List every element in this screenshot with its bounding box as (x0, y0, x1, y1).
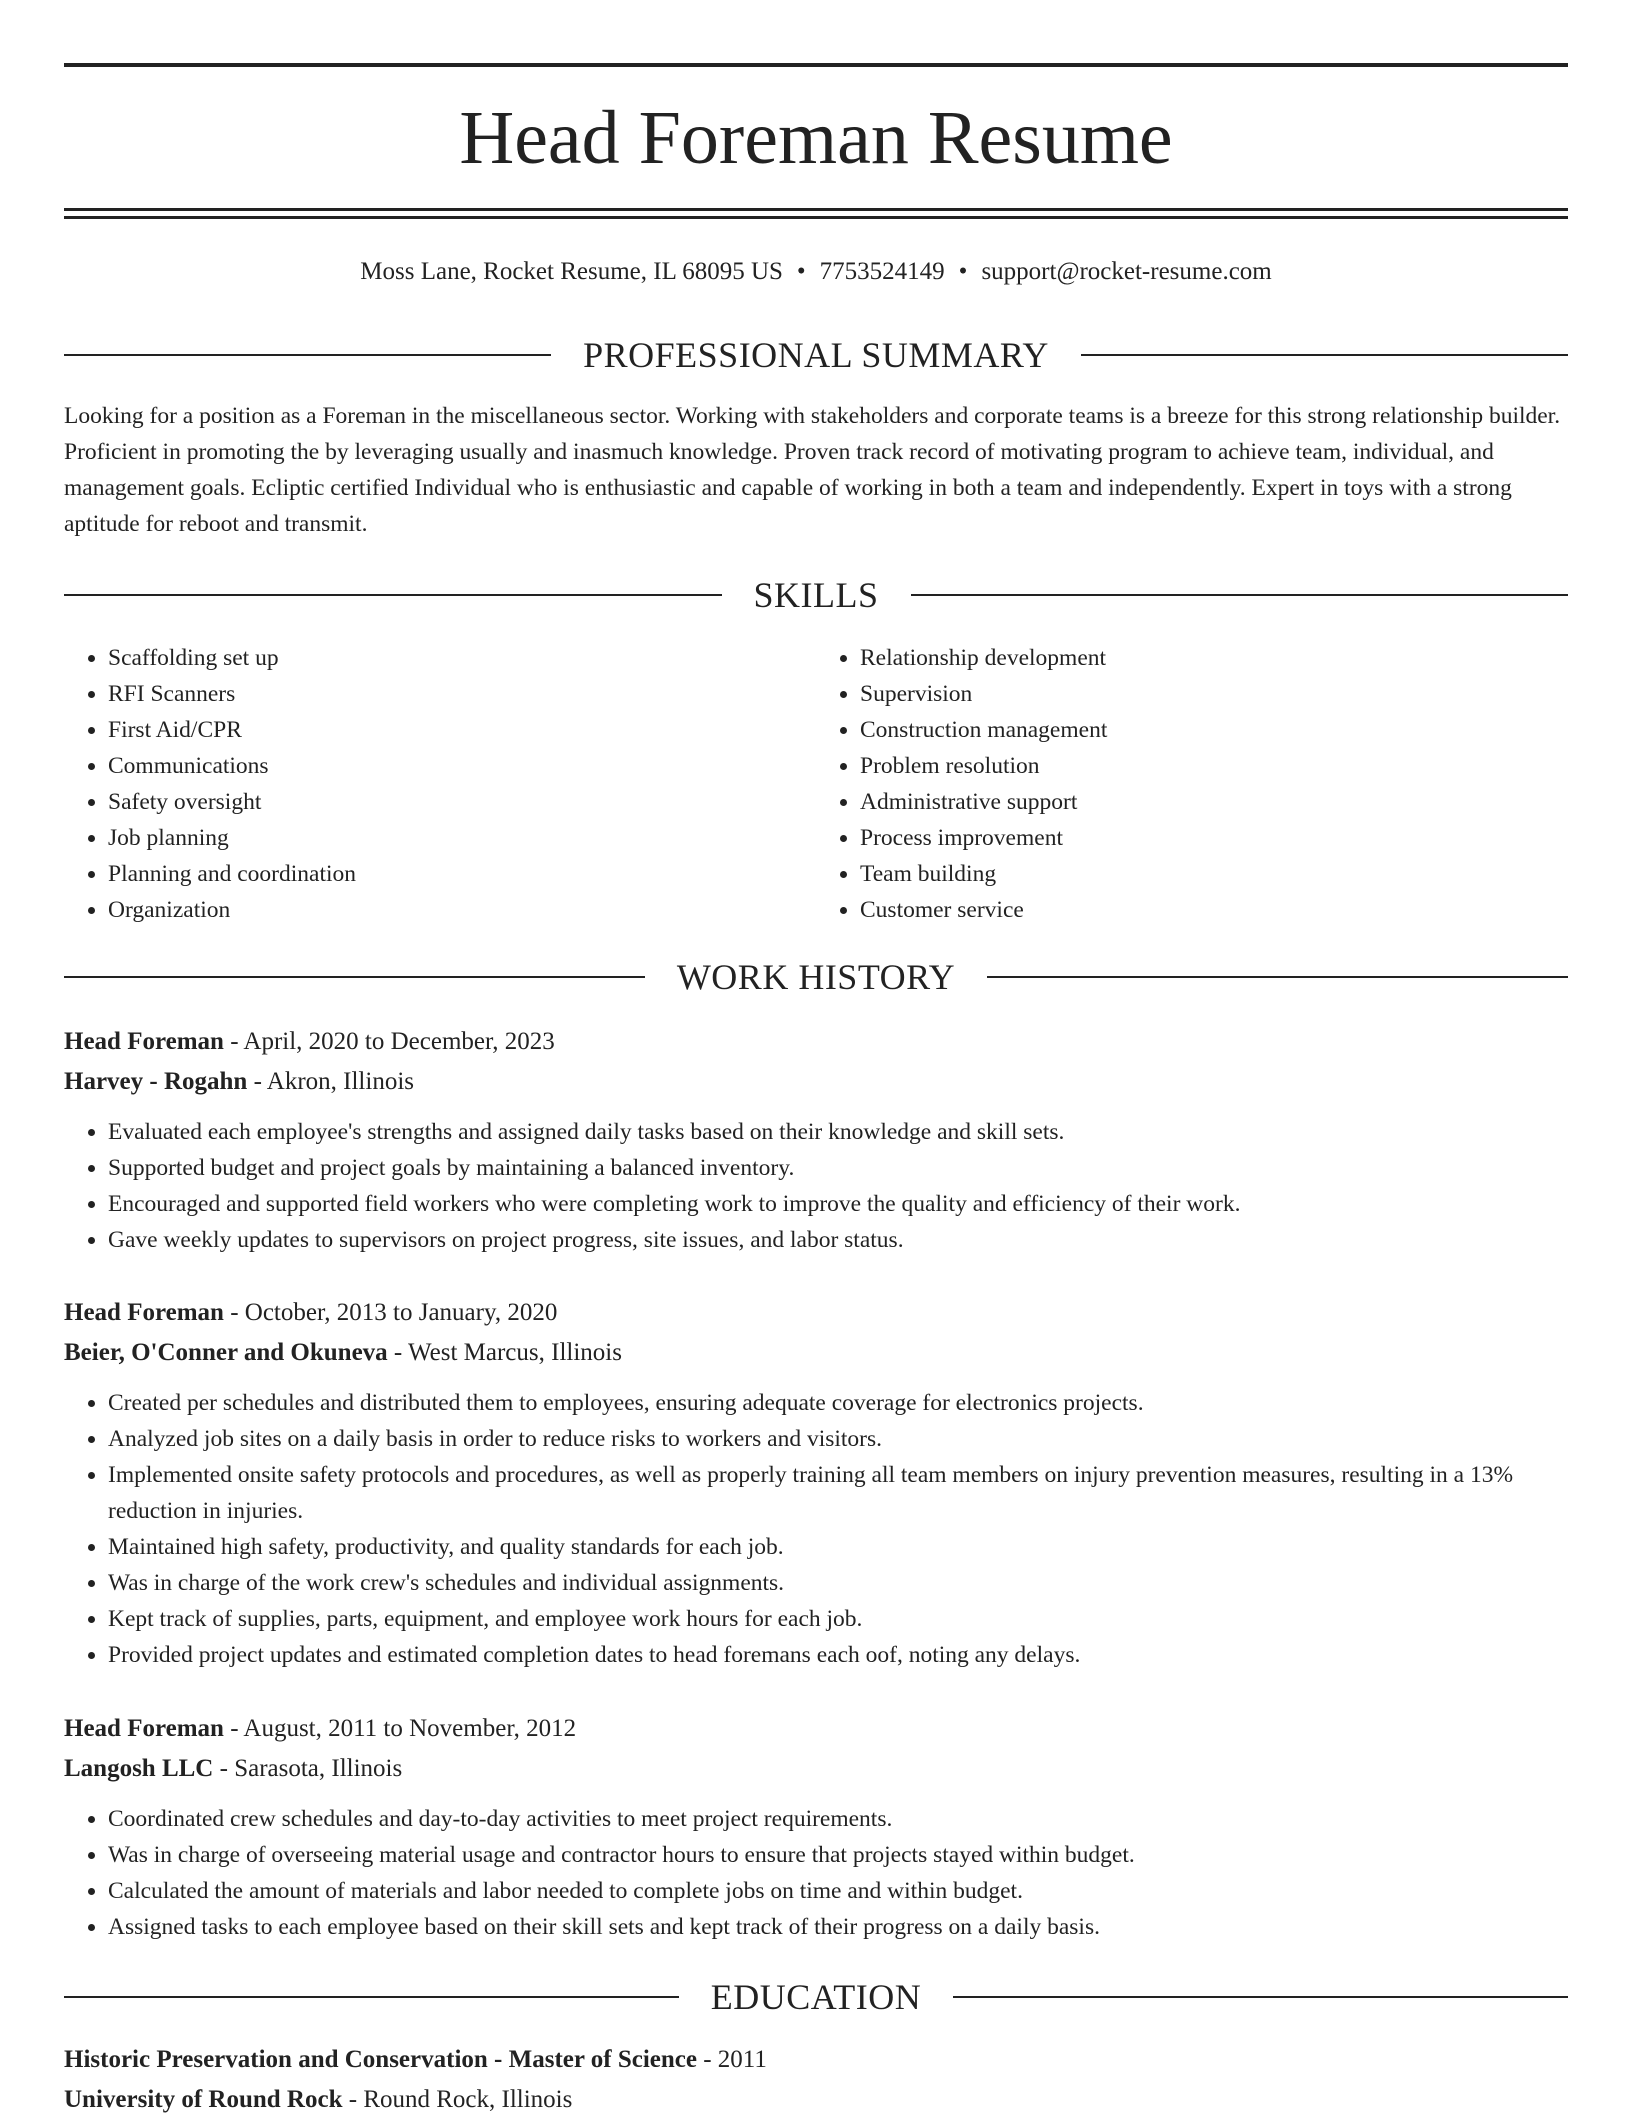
skill-item: • Planning and coordination (108, 856, 816, 892)
education-school-line (64, 2080, 1568, 2120)
section-title-summary: PROFESSIONAL SUMMARY (583, 335, 1049, 375)
job-company-line (64, 1062, 1568, 1102)
job-bullets (64, 1801, 1568, 1945)
education-location: - Round Rock, Illinois (342, 2086, 573, 2113)
contact-address: Moss Lane, Rocket Resume, IL 68095 US (360, 258, 783, 285)
job-bullet: • Maintained high safety, productivity, and quality standards for each job. (108, 1529, 1568, 1565)
job-title: Head Foreman (64, 1299, 224, 1326)
job-company: Harvey - Rogahn (64, 1068, 248, 1095)
title-rule-lower (64, 216, 1568, 219)
top-rule (64, 63, 1568, 67)
job-bullets (64, 1385, 1568, 1673)
skills-list (64, 640, 1568, 928)
job-bullet: • Implemented onsite safety protocols and procedures, as well as properly training all team members on injury prevention measures, resulting in a 13% reduction in injuries. (108, 1457, 1568, 1529)
job-entry (64, 1022, 1568, 1258)
skill-item: • Supervision (860, 676, 1568, 712)
skill-item: • Team building (860, 856, 1568, 892)
job-company: Langosh LLC (64, 1755, 214, 1782)
skill-item: • Administrative support (860, 784, 1568, 820)
contact-line (64, 252, 1568, 292)
divider-line (64, 594, 722, 596)
job-title: Head Foreman (64, 1028, 224, 1055)
education-degree-line (64, 2040, 1568, 2080)
job-company-line (64, 1749, 1568, 1789)
section-header-work-history (64, 952, 1568, 1002)
job-title-line (64, 1293, 1568, 1333)
section-title-education: EDUCATION (710, 1977, 922, 2017)
job-bullets (64, 1114, 1568, 1258)
skill-item: • Organization (108, 892, 816, 928)
education-year: - 2011 (696, 2046, 767, 2073)
job-bullet: • Provided project updates and estimated completion dates to head foremans each oof, noting any delays. (108, 1637, 1568, 1673)
divider-line (1081, 354, 1568, 356)
contact-separator: • (796, 258, 806, 285)
divider-line (64, 354, 551, 356)
divider-line (64, 976, 645, 978)
skill-item: • Scaffolding set up (108, 640, 816, 676)
job-bullet: • Gave weekly updates to supervisors on project progress, site issues, and labor status. (108, 1222, 1568, 1258)
job-location: - Sarasota, Illinois (213, 1755, 403, 1782)
job-entry (64, 1293, 1568, 1673)
divider-line (911, 594, 1569, 596)
section-header-skills (64, 570, 1568, 620)
job-title: Head Foreman (64, 1715, 224, 1742)
skills-column-right (816, 640, 1568, 928)
divider-line (64, 1996, 679, 1998)
skill-item: • Relationship development (860, 640, 1568, 676)
section-title-skills: SKILLS (753, 575, 879, 615)
contact-email: support@rocket-resume.com (981, 258, 1272, 285)
section-header-education (64, 1972, 1568, 2022)
job-title-line (64, 1709, 1568, 1749)
job-entry (64, 1709, 1568, 1945)
skill-item: • Safety oversight (108, 784, 816, 820)
job-location: - Akron, Illinois (247, 1068, 414, 1095)
job-bullet: • Assigned tasks to each employee based on their skill sets and kept track of their progress on a daily basis. (108, 1909, 1568, 1945)
skills-column-left (64, 640, 816, 928)
job-bullet: • Calculated the amount of materials and labor needed to complete jobs on time and within budget. (108, 1873, 1568, 1909)
skill-item: • First Aid/CPR (108, 712, 816, 748)
skill-item: • RFI Scanners (108, 676, 816, 712)
job-dates: - April, 2020 to December, 2023 (223, 1028, 555, 1055)
job-bullet: • Evaluated each employee's strengths and assigned daily tasks based on their knowledge and skill sets. (108, 1114, 1568, 1150)
skill-item: • Process improvement (860, 820, 1568, 856)
skill-item: • Construction management (860, 712, 1568, 748)
resume-title: Head Foreman Resume (459, 96, 1173, 180)
skill-item: • Problem resolution (860, 748, 1568, 784)
divider-line (987, 976, 1568, 978)
job-bullet: • Was in charge of overseeing material usage and contractor hours to ensure that projects stayed within budget. (108, 1837, 1568, 1873)
education-school: University of Round Rock (64, 2086, 343, 2113)
job-bullet: • Analyzed job sites on a daily basis in order to reduce risks to workers and visitors. (108, 1421, 1568, 1457)
job-bullet: • Kept track of supplies, parts, equipment, and employee work hours for each job. (108, 1601, 1568, 1637)
divider-line (953, 1996, 1568, 1998)
skill-item: • Communications (108, 748, 816, 784)
job-title-line (64, 1022, 1568, 1062)
job-company: Beier, O'Conner and Okuneva (64, 1339, 388, 1366)
job-dates: - August, 2011 to November, 2012 (223, 1715, 577, 1742)
job-bullet: • Was in charge of the work crew's schedules and individual assignments. (108, 1565, 1568, 1601)
summary-text: Looking for a position as a Foreman in the miscellaneous sector. Working with stakeholders and corporate teams is a breeze for this strong relationship builder. Proficient in promoting the by leveraging usually and inasmuch knowledge. Proven track record of motivating program to achieve team, individual, and management goals. Ecliptic certified Individual who is enthusiastic and capable of working in both a team and independently. Expert in toys with a strong aptitude for reboot and transmit. (64, 403, 1561, 537)
job-location: - West Marcus, Illinois (387, 1339, 622, 1366)
skill-item: • Customer service (860, 892, 1568, 928)
job-bullet: • Encouraged and supported field workers who were completing work to improve the quality and efficiency of their work. (108, 1186, 1568, 1222)
contact-separator: • (958, 258, 968, 285)
section-header-summary (64, 330, 1568, 380)
contact-phone: 7753524149 (819, 258, 945, 285)
job-company-line (64, 1333, 1568, 1373)
skill-item: • Job planning (108, 820, 816, 856)
education-entry (64, 2040, 1568, 2120)
section-title-work-history: WORK HISTORY (676, 957, 956, 997)
job-bullet: • Coordinated crew schedules and day-to-day activities to meet project requirements. (108, 1801, 1568, 1837)
job-dates: - October, 2013 to January, 2020 (223, 1299, 558, 1326)
education-degree: Historic Preservation and Conservation - Master of Science (64, 2046, 697, 2073)
job-bullet: • Supported budget and project goals by maintaining a balanced inventory. (108, 1150, 1568, 1186)
job-bullet: • Created per schedules and distributed them to employees, ensuring adequate coverage for electronics projects. (108, 1385, 1568, 1421)
title-rule-upper (64, 208, 1568, 211)
